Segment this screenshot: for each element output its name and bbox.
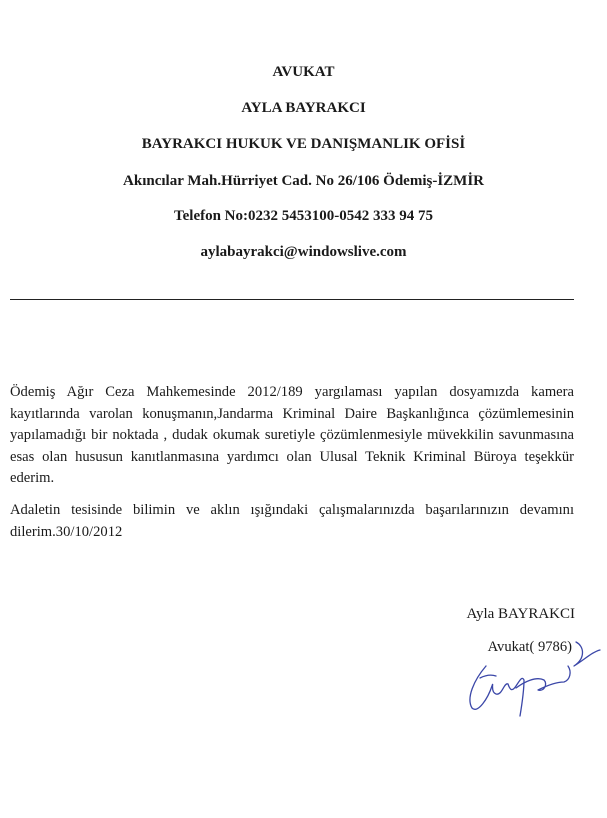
signatory-title: Avukat( 9786) [487,639,572,655]
signatory-name: Ayla BAYRAKCI [466,606,575,622]
letter-paragraph-2: Adaletin tesisinde bilimin ve aklın ışığındaki çalışmalarınızda başarılarınızın devamını dilerim.30/10/2012 [10,501,574,540]
header-divider [10,299,574,300]
letterhead-name: AYLA BAYRAKCI [241,100,366,116]
letterhead-title: AVUKAT [272,64,335,80]
letter-paragraph-1: Ödemiş Ağır Ceza Mahkemesinde 2012/189 yargılaması yapılan dosyamızda kamera kayıtlarında varolan konuşmanın,Jandarma Kriminal Daire Başkanlığınca çözümlemesinin yapılamadığı bir noktada , dudak okumak suretiyle çözümlenmesiyle müvekkilin savunmasına esas olan hususun kanıtlanmasına yardımcı olan Ulusal Teknik Kriminal Büroya teşekkür ederim. [10,384,574,487]
letterhead-email: aylabayrakci@windowslive.com [200,244,407,260]
letter-body [10,382,574,543]
handwritten-signature [452,636,602,726]
letterhead-phone: Telefon No:0232 5453100-0542 333 94 75 [173,208,434,224]
letterhead-office: BAYRAKCI HUKUK VE DANIŞMANLIK OFİSİ [141,136,466,152]
letterhead-address: Akıncılar Mah.Hürriyet Cad. No 26/106 Ödemiş-İZMİR [123,173,484,189]
